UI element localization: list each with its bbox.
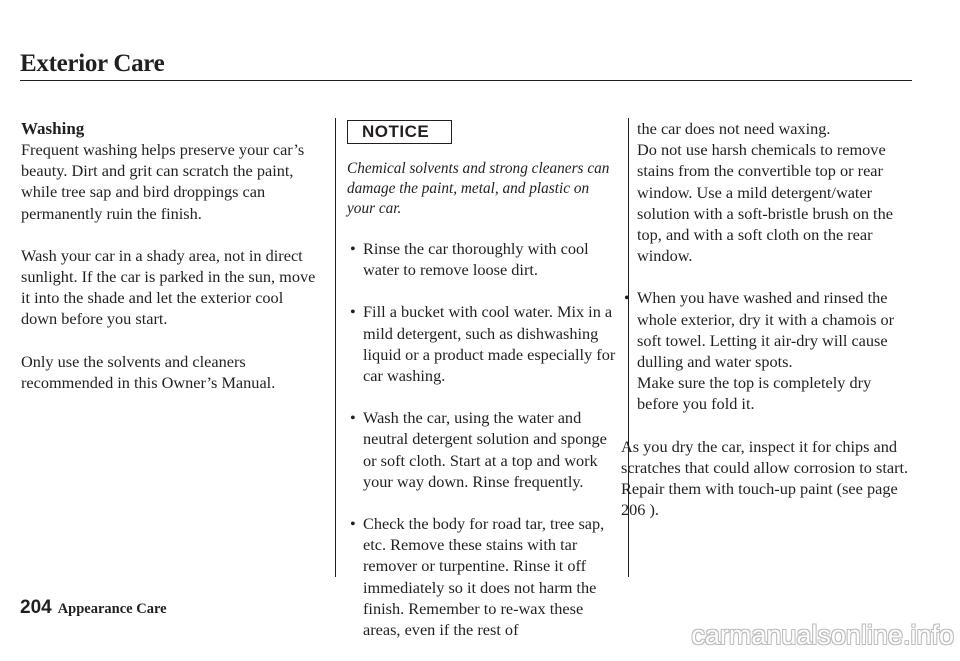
column-divider — [335, 118, 336, 577]
notice-label: NOTICE — [347, 120, 452, 144]
footer-section-label: Appearance Care — [57, 601, 167, 617]
page-number: 204 — [20, 597, 52, 618]
list-item-text: When you have washed and rinsed the whole exterior, dry it with a chamois or soft towel. Letting it air-dry will cause dulling and water spots. — [637, 288, 895, 372]
continued-text — [621, 118, 916, 266]
paragraph-solvents: Only use the solvents and cleaners recommended in this Owner’s Manual. — [21, 351, 276, 392]
washing-steps-list — [347, 238, 619, 640]
harsh-chemicals-note: Do not use harsh chemicals to remove stains from the convertible top or rear window. Use a mild detergent/water solution with a soft-bristle brush on the top, and with a soft cloth on the rear window. — [637, 140, 893, 266]
list-item — [621, 287, 916, 414]
list-item-text: Wash the car, using the water and neutral detergent solution and sponge or soft cloth. Start at a top and work your way down. Rinse frequently. — [363, 408, 607, 491]
list-item — [347, 238, 619, 280]
page-footer — [20, 597, 167, 619]
section-heading: Washing — [21, 119, 85, 138]
list-item-text: Check the body for road tar, tree sap, etc. Remove these stains with tar remover or turpentine. Rinse it off immediately so it does not harm the finish. Remember to re-wax these areas, even if the rest of — [363, 514, 605, 640]
list-item — [347, 513, 619, 640]
list-item-text: Fill a bucket with cool water. Mix in a mild detergent, such as dishwashing liquid or a product made especially for car washing. — [363, 302, 616, 386]
column-continued — [621, 118, 916, 541]
bullet-icon: • — [624, 288, 630, 308]
list-item — [347, 407, 619, 492]
drying-steps-list — [621, 287, 916, 414]
paragraph-frequent-washing: Frequent washing helps preserve your car’s beauty. Dirt and grit can scratch the paint, while tree sap and bird droppings can permanently ruin the finish. — [21, 140, 305, 223]
paragraph-inspect: As you dry the car, inspect it for chips and scratches that could allow corrosion to start. Repair them with touch-up paint (see page 206 ). — [621, 436, 909, 520]
bullet-icon: • — [350, 302, 356, 322]
bullet-icon: • — [350, 514, 356, 534]
column-notice-steps — [347, 118, 619, 661]
notice-text: Chemical solvents and strong cleaners can damage the paint, metal, and plastic on your car. — [347, 160, 610, 217]
bullet-icon: • — [350, 408, 356, 428]
list-item-subtext: Make sure the top is completely dry before you fold it. — [637, 373, 872, 414]
list-item — [347, 301, 619, 386]
paragraph-shady-area: Wash your car in a shady area, not in direct sunlight. If the car is parked in the sun, move it into the shade and let the exterior cool down before you start. — [21, 245, 316, 329]
page-title: Exterior Care — [20, 50, 165, 77]
continued-line: the car does not need waxing. — [637, 119, 831, 138]
list-item-text: Rinse the car thoroughly with cool water to remove loose dirt. — [363, 239, 589, 280]
bullet-icon: • — [350, 239, 356, 258]
column-washing — [21, 118, 321, 414]
title-rule — [20, 80, 912, 81]
watermark: carmanualsonline.info — [691, 620, 954, 650]
